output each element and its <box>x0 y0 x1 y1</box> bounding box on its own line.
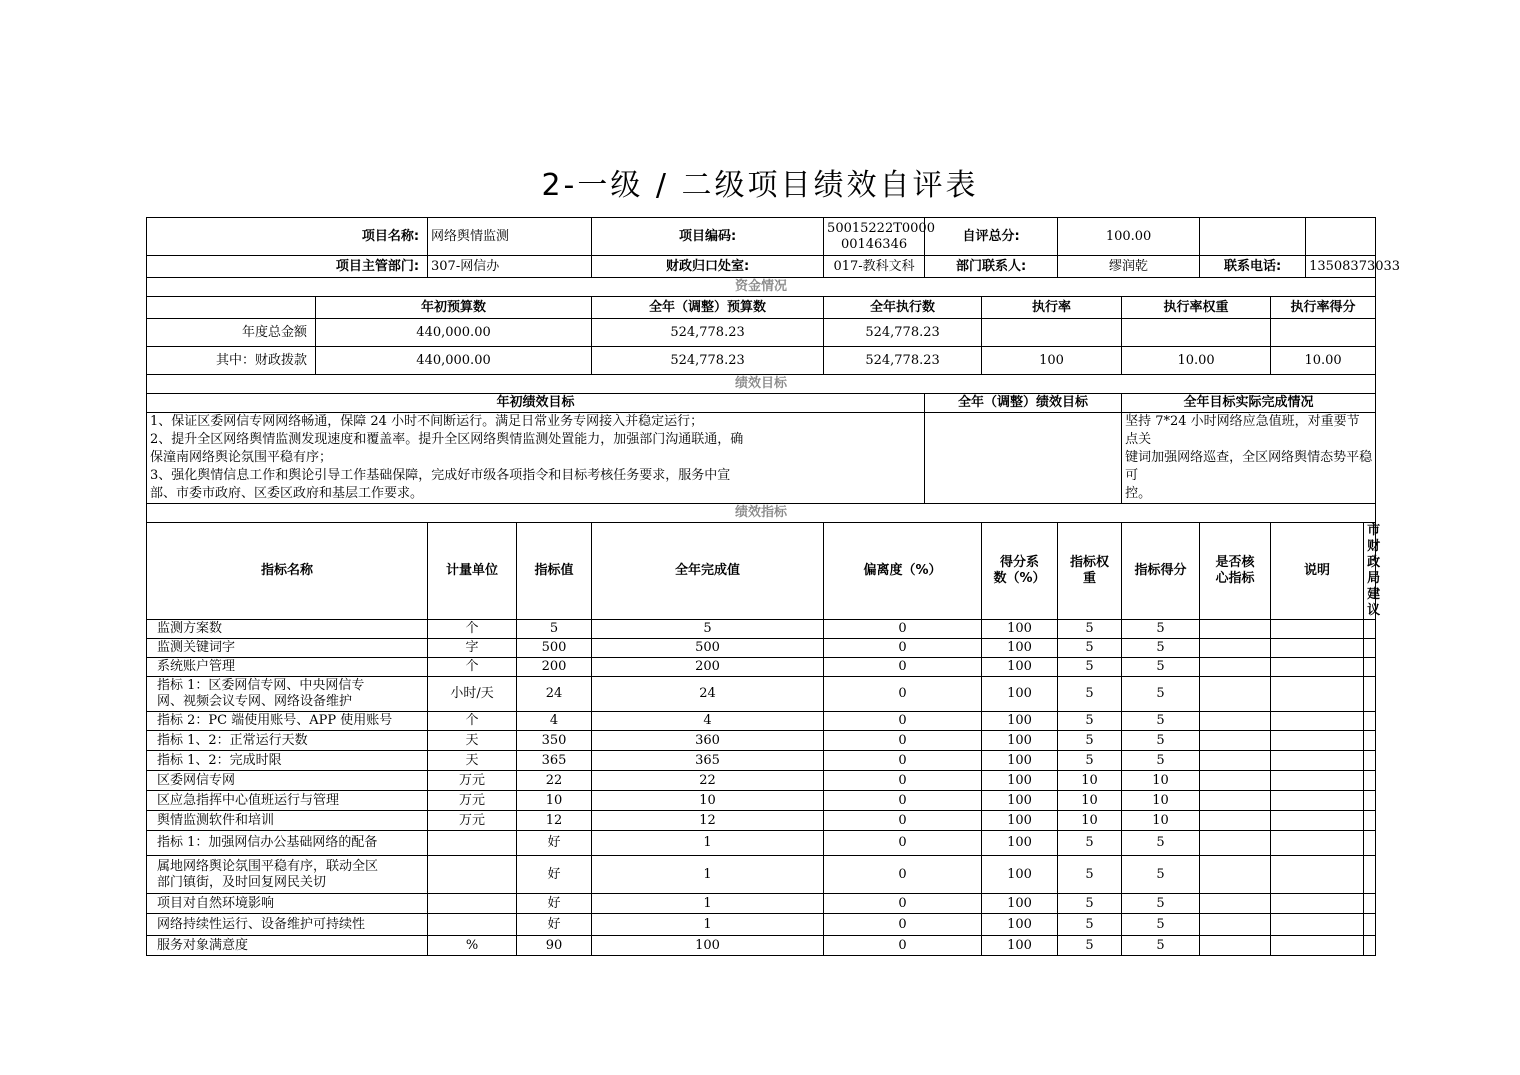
text-line: 舆情监测软件和培训 <box>157 812 275 828</box>
funds-row-label: 其中：财政拨款 <box>147 347 316 375</box>
indicator-note <box>1271 936 1364 956</box>
text-line: 说明 <box>1304 563 1331 578</box>
indicator-name <box>147 771 428 791</box>
adjusted-goals-text <box>925 413 1122 504</box>
indicator-core <box>1200 856 1271 894</box>
indicator-unit <box>428 914 517 936</box>
indicator-name <box>147 894 428 914</box>
funds-row-label: 年度总金额 <box>147 319 316 347</box>
indicator-note <box>1271 791 1364 811</box>
dept-label: 项目主管部门: <box>147 256 428 278</box>
indicator-deviation: 0 <box>824 936 982 956</box>
indicator-note <box>1271 712 1364 731</box>
text-line: 部门镇街，及时回复网民关切 <box>157 874 327 890</box>
indicators-section-row <box>147 504 1376 523</box>
indicator-target: 4 <box>517 712 592 731</box>
indicator-target: 90 <box>517 936 592 956</box>
indicator-row <box>147 856 1376 894</box>
self-score-label: 自评总分: <box>925 218 1058 256</box>
text-line: 3、强化舆情信息工作和舆论引导工作基础保障，完成好市级各项指令和目标考核任务要求，服务中宣 <box>150 468 731 483</box>
indicator-weight: 5 <box>1058 936 1122 956</box>
indicator-suggestion <box>1364 751 1376 771</box>
indicator-row <box>147 677 1376 712</box>
funds-header-blank <box>147 297 316 319</box>
page-title: 2-一级 / 二级项目绩效自评表 <box>541 168 979 203</box>
indicator-score: 5 <box>1122 620 1200 639</box>
blank-cell <box>1200 218 1306 256</box>
indicator-note <box>1271 856 1364 894</box>
indicator-weight: 5 <box>1058 712 1122 731</box>
funds-value <box>1271 319 1376 347</box>
indicator-coefficient: 100 <box>982 771 1058 791</box>
text-line: 部、市委市政府、区委区政府和基层工作要求。 <box>150 486 424 501</box>
dept-value: 307-网信办 <box>428 256 592 278</box>
indicator-score: 5 <box>1122 914 1200 936</box>
indicator-header <box>517 523 592 620</box>
indicator-weight: 5 <box>1058 620 1122 639</box>
indicator-score: 5 <box>1122 831 1200 856</box>
text-line: 项目对自然环境影响 <box>157 895 275 911</box>
funds-value: 10.00 <box>1271 347 1376 375</box>
goals-header: 全年（调整）绩效目标 <box>925 394 1122 413</box>
funds-value <box>982 319 1122 347</box>
performance-table <box>146 217 1401 956</box>
indicator-row <box>147 831 1376 856</box>
indicator-note <box>1271 731 1364 751</box>
funds-value: 524,778.23 <box>592 319 824 347</box>
text-line: 计量单位 <box>446 563 499 578</box>
indicator-coefficient: 100 <box>982 831 1058 856</box>
indicator-target: 12 <box>517 811 592 831</box>
text-line: 心指标 <box>1215 571 1255 586</box>
indicator-header <box>592 523 824 620</box>
indicator-core <box>1200 639 1271 658</box>
text-line: 指标 1：区委网信专网、中央网信专 <box>157 678 365 693</box>
indicator-suggestion <box>1364 620 1376 639</box>
indicator-deviation: 0 <box>824 831 982 856</box>
indicator-target: 好 <box>517 914 592 936</box>
text-line: 指标得分 <box>1134 563 1187 578</box>
contact-label: 部门联系人: <box>925 256 1058 278</box>
goals-section-row <box>147 375 1376 394</box>
text-line: 监测方案数 <box>157 621 223 636</box>
indicator-suggestion <box>1364 936 1376 956</box>
text-line: 指标 1、2：正常运行天数 <box>157 732 308 748</box>
indicators-section-title: 绩效指标 <box>147 504 1376 523</box>
initial-goals-text <box>147 413 925 504</box>
indicator-name <box>147 856 428 894</box>
indicator-actual: 1 <box>592 914 824 936</box>
text-line: 偏离度（%） <box>863 563 942 578</box>
indicator-unit: % <box>428 936 517 956</box>
indicator-suggestion <box>1364 791 1376 811</box>
text-line: 坚持 7*24 小时网络应急值班，对重要节点关 <box>1125 414 1360 447</box>
project-code-label: 项目编码: <box>592 218 824 256</box>
funds-value: 440,000.00 <box>316 347 592 375</box>
indicator-row <box>147 936 1376 956</box>
indicator-note <box>1271 677 1364 712</box>
text-line: 指标权 <box>1070 555 1110 570</box>
indicator-weight: 5 <box>1058 731 1122 751</box>
text-line: 1、保证区委网信专网网络畅通，保障 24 小时不间断运行。满足日常业务专网接入并稳定运行； <box>150 414 704 429</box>
indicator-suggestion <box>1364 771 1376 791</box>
indicator-deviation: 0 <box>824 639 982 658</box>
funds-value: 10.00 <box>1122 347 1271 375</box>
indicator-score: 5 <box>1122 856 1200 894</box>
text-line: 属地网络舆论氛围平稳有序，联动全区 <box>157 858 379 874</box>
indicator-deviation: 0 <box>824 677 982 712</box>
indicator-coefficient: 100 <box>982 658 1058 677</box>
goals-content-row <box>147 413 1376 504</box>
indicator-weight: 5 <box>1058 658 1122 677</box>
indicator-name <box>147 751 428 771</box>
indicator-row <box>147 914 1376 936</box>
indicator-target: 500 <box>517 639 592 658</box>
text-line: 网络持续性运行、设备维护可持续性 <box>157 916 366 932</box>
indicator-core <box>1200 811 1271 831</box>
indicator-header <box>1271 523 1364 620</box>
indicator-weight: 5 <box>1058 751 1122 771</box>
funds-header-row <box>147 297 1376 319</box>
text-line: 监测关键词字 <box>157 640 236 655</box>
text-line: 指标值 <box>534 563 574 578</box>
indicator-coefficient: 100 <box>982 639 1058 658</box>
funds-header: 全年（调整）预算数 <box>592 297 824 319</box>
indicator-actual: 365 <box>592 751 824 771</box>
funds-value: 440,000.00 <box>316 319 592 347</box>
indicator-score: 10 <box>1122 811 1200 831</box>
info-row-2 <box>147 256 1376 278</box>
indicator-note <box>1271 831 1364 856</box>
indicator-score: 5 <box>1122 639 1200 658</box>
text-line: 数（%） <box>993 571 1046 586</box>
indicator-actual: 12 <box>592 811 824 831</box>
indicator-row <box>147 791 1376 811</box>
text-line: 区应急指挥中心值班运行与管理 <box>157 792 340 808</box>
indicator-coefficient: 100 <box>982 677 1058 712</box>
indicator-deviation: 0 <box>824 771 982 791</box>
indicator-name <box>147 811 428 831</box>
indicator-row <box>147 731 1376 751</box>
indicator-suggestion <box>1364 731 1376 751</box>
funds-section-row <box>147 278 1376 297</box>
indicator-name <box>147 620 428 639</box>
indicator-actual: 24 <box>592 677 824 712</box>
table-body <box>147 218 1401 956</box>
indicator-coefficient: 100 <box>982 811 1058 831</box>
indicator-suggestion <box>1364 894 1376 914</box>
text-line: 指标 2：PC 端使用账号、APP 使用账号 <box>157 713 393 728</box>
indicator-unit: 个 <box>428 620 517 639</box>
funds-value: 524,778.23 <box>592 347 824 375</box>
indicator-score: 10 <box>1122 791 1200 811</box>
indicator-core <box>1200 831 1271 856</box>
goals-header-row <box>147 394 1376 413</box>
indicator-target: 24 <box>517 677 592 712</box>
indicator-core <box>1200 936 1271 956</box>
indicator-score: 5 <box>1122 936 1200 956</box>
indicator-score: 5 <box>1122 731 1200 751</box>
indicator-unit <box>428 831 517 856</box>
indicator-target: 22 <box>517 771 592 791</box>
indicator-deviation: 0 <box>824 658 982 677</box>
indicator-weight: 10 <box>1058 771 1122 791</box>
funds-row <box>147 347 1376 375</box>
indicator-name <box>147 731 428 751</box>
contact-value: 缪润乾 <box>1058 256 1200 278</box>
phone-value: 13508373033 <box>1306 256 1376 278</box>
indicator-weight: 5 <box>1058 894 1122 914</box>
indicator-coefficient: 100 <box>982 791 1058 811</box>
indicator-row <box>147 639 1376 658</box>
funds-section-title: 资金情况 <box>147 278 1376 297</box>
indicator-target: 好 <box>517 856 592 894</box>
indicator-actual: 200 <box>592 658 824 677</box>
indicator-weight: 5 <box>1058 831 1122 856</box>
indicator-row <box>147 894 1376 914</box>
indicator-header <box>982 523 1058 620</box>
text-line: 局建议 <box>1367 571 1381 618</box>
project-code-value <box>824 218 935 256</box>
indicator-weight: 5 <box>1058 914 1122 936</box>
indicator-unit <box>428 894 517 914</box>
indicator-target: 350 <box>517 731 592 751</box>
indicator-unit: 字 <box>428 639 517 658</box>
indicator-coefficient: 100 <box>982 856 1058 894</box>
indicator-actual: 1 <box>592 856 824 894</box>
indicator-note <box>1271 639 1364 658</box>
blank-cell <box>1306 218 1376 256</box>
indicator-target: 365 <box>517 751 592 771</box>
indicator-actual: 1 <box>592 831 824 856</box>
indicator-coefficient: 100 <box>982 712 1058 731</box>
funds-header: 全年执行数 <box>824 297 982 319</box>
indicator-suggestion <box>1364 856 1376 894</box>
indicator-score: 5 <box>1122 894 1200 914</box>
indicator-unit: 个 <box>428 658 517 677</box>
indicator-row <box>147 811 1376 831</box>
indicator-core <box>1200 791 1271 811</box>
text-line: 控。 <box>1125 486 1152 501</box>
text-line: 保潼南网络舆论氛围平稳有序； <box>150 450 333 465</box>
indicator-unit: 万元 <box>428 771 517 791</box>
funds-value: 524,778.23 <box>824 319 982 347</box>
text-line: 网、视频会议专网、网络设备维护 <box>157 694 353 709</box>
funds-row <box>147 319 1376 347</box>
indicator-header <box>1058 523 1122 620</box>
funds-header: 执行率得分 <box>1271 297 1376 319</box>
text-line: 2、提升全区网络舆情监测发现速度和覆盖率。提升全区网络舆情监测处置能力，加强部门沟通联通，确 <box>150 432 744 447</box>
indicator-score: 5 <box>1122 751 1200 771</box>
indicator-weight: 5 <box>1058 856 1122 894</box>
indicator-unit: 万元 <box>428 811 517 831</box>
indicator-header <box>147 523 428 620</box>
indicator-row <box>147 771 1376 791</box>
indicator-deviation: 0 <box>824 731 982 751</box>
indicator-note <box>1271 620 1364 639</box>
indicator-unit <box>428 856 517 894</box>
indicator-target: 好 <box>517 894 592 914</box>
indicator-header <box>428 523 517 620</box>
indicator-note <box>1271 894 1364 914</box>
indicator-core <box>1200 894 1271 914</box>
info-row-1 <box>147 218 1376 256</box>
indicator-weight: 10 <box>1058 811 1122 831</box>
funds-header: 执行率权重 <box>1122 297 1271 319</box>
indicator-header <box>1200 523 1271 620</box>
indicator-deviation: 0 <box>824 856 982 894</box>
indicator-suggestion <box>1364 831 1376 856</box>
indicator-header <box>1364 523 1381 620</box>
text-line: 指标 1：加强网信办公基础网络的配备 <box>157 835 378 850</box>
indicator-actual: 360 <box>592 731 824 751</box>
goals-section-title: 绩效目标 <box>147 375 1376 394</box>
goals-header: 年初绩效目标 <box>147 394 925 413</box>
indicator-header <box>824 523 982 620</box>
indicator-target: 200 <box>517 658 592 677</box>
goals-header: 全年目标实际完成情况 <box>1122 394 1376 413</box>
indicator-weight: 5 <box>1058 677 1122 712</box>
indicator-coefficient: 100 <box>982 731 1058 751</box>
indicator-name <box>147 791 428 811</box>
indicator-target: 5 <box>517 620 592 639</box>
indicator-name <box>147 658 428 677</box>
indicator-note <box>1271 811 1364 831</box>
indicator-name <box>147 914 428 936</box>
project-code-line-1: 50015222T0000 <box>827 220 935 236</box>
indicator-suggestion <box>1364 658 1376 677</box>
indicator-name <box>147 712 428 731</box>
indicator-actual: 4 <box>592 712 824 731</box>
self-score-value: 100.00 <box>1058 218 1200 256</box>
indicator-weight: 10 <box>1058 791 1122 811</box>
indicator-core <box>1200 751 1271 771</box>
indicator-actual: 22 <box>592 771 824 791</box>
indicator-actual: 1 <box>592 894 824 914</box>
indicator-row <box>147 620 1376 639</box>
indicator-unit: 天 <box>428 751 517 771</box>
project-name-value: 网络舆情监测 <box>428 218 592 256</box>
indicator-coefficient: 100 <box>982 914 1058 936</box>
indicator-deviation: 0 <box>824 894 982 914</box>
indicator-row <box>147 658 1376 677</box>
indicator-name <box>147 639 428 658</box>
indicator-note <box>1271 751 1364 771</box>
indicator-note <box>1271 771 1364 791</box>
text-line: 系统账户管理 <box>157 659 236 674</box>
actual-completion-text <box>1122 413 1376 504</box>
indicator-deviation: 0 <box>824 712 982 731</box>
indicator-unit: 万元 <box>428 791 517 811</box>
text-line: 指标 1、2：完成时限 <box>157 752 282 768</box>
indicator-deviation: 0 <box>824 791 982 811</box>
funds-value: 524,778.23 <box>824 347 982 375</box>
indicator-suggestion <box>1364 677 1376 712</box>
indicator-core <box>1200 771 1271 791</box>
indicator-core <box>1200 677 1271 712</box>
indicator-unit: 小时/天 <box>428 677 517 712</box>
indicator-suggestion <box>1364 914 1376 936</box>
indicator-actual: 500 <box>592 639 824 658</box>
indicator-coefficient: 100 <box>982 936 1058 956</box>
finance-office-value: 017-教科文科 <box>824 256 925 278</box>
indicator-core <box>1200 712 1271 731</box>
indicator-deviation: 0 <box>824 620 982 639</box>
text-line: 得分系 <box>1000 555 1040 570</box>
indicator-row <box>147 712 1376 731</box>
indicator-unit: 天 <box>428 731 517 751</box>
indicator-score: 5 <box>1122 677 1200 712</box>
funds-value: 100 <box>982 347 1122 375</box>
indicator-suggestion <box>1364 639 1376 658</box>
indicator-score: 10 <box>1122 771 1200 791</box>
text-line: 键词加强网络巡查，全区网络舆情态势平稳可 <box>1125 450 1373 483</box>
indicator-coefficient: 100 <box>982 894 1058 914</box>
project-code-line-2: 00146346 <box>840 236 908 252</box>
indicator-deviation: 0 <box>824 751 982 771</box>
text-line: 重 <box>1083 571 1097 586</box>
text-line: 是否核 <box>1215 555 1255 570</box>
indicator-coefficient: 100 <box>982 751 1058 771</box>
indicator-actual: 5 <box>592 620 824 639</box>
indicator-weight: 5 <box>1058 639 1122 658</box>
funds-header: 年初预算数 <box>316 297 592 319</box>
indicator-score: 5 <box>1122 658 1200 677</box>
text-line: 市财政 <box>1367 523 1381 570</box>
text-line: 区委网信专网 <box>157 772 236 788</box>
indicator-note <box>1271 658 1364 677</box>
indicator-name <box>147 677 428 712</box>
indicator-deviation: 0 <box>824 914 982 936</box>
indicator-coefficient: 100 <box>982 620 1058 639</box>
indicator-row <box>147 751 1376 771</box>
text-line: 服务对象满意度 <box>157 937 249 953</box>
indicator-target: 好 <box>517 831 592 856</box>
indicator-core <box>1200 914 1271 936</box>
indicator-score: 5 <box>1122 712 1200 731</box>
indicator-actual: 100 <box>592 936 824 956</box>
indicator-deviation: 0 <box>824 811 982 831</box>
phone-label: 联系电话: <box>1200 256 1306 278</box>
indicator-note <box>1271 914 1364 936</box>
indicator-core <box>1200 620 1271 639</box>
indicator-target: 10 <box>517 791 592 811</box>
indicator-suggestion <box>1364 811 1376 831</box>
indicator-header <box>1122 523 1200 620</box>
indicator-core <box>1200 658 1271 677</box>
funds-value <box>1122 319 1271 347</box>
indicator-name <box>147 936 428 956</box>
text-line: 全年完成值 <box>675 563 741 578</box>
text-line: 指标名称 <box>261 563 314 578</box>
indicator-actual: 10 <box>592 791 824 811</box>
indicator-core <box>1200 731 1271 751</box>
finance-office-label: 财政归口处室: <box>592 256 824 278</box>
indicator-name <box>147 831 428 856</box>
project-name-label: 项目名称: <box>147 218 428 256</box>
indicator-unit: 个 <box>428 712 517 731</box>
indicator-suggestion <box>1364 712 1376 731</box>
indicators-header-row <box>147 523 1376 620</box>
funds-header: 执行率 <box>982 297 1122 319</box>
